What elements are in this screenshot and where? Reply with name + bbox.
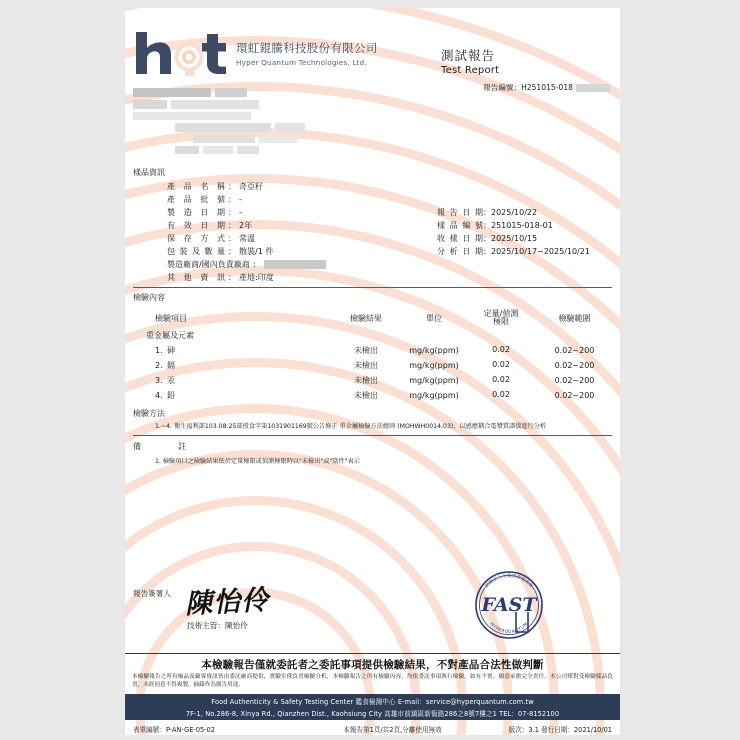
manufacturer-redaction xyxy=(264,260,326,269)
col-unit: 單位 xyxy=(426,313,442,323)
table-row xyxy=(133,358,612,373)
results-heading: 檢驗內容 xyxy=(133,293,165,302)
row-limit: 0.02 xyxy=(492,360,510,370)
row-unit: mg/kg(ppm) xyxy=(409,346,459,355)
field-other-info: 其他資訊 ： 產地:印度 xyxy=(167,273,274,282)
row-item: 汞 xyxy=(167,376,175,385)
col-result: 檢驗結果 xyxy=(350,313,382,323)
row-item: 鉛 xyxy=(167,391,175,400)
methods-heading: 檢驗方法 xyxy=(133,409,165,418)
company-name-cn: 環虹錕騰科技股份有限公司 xyxy=(236,41,378,55)
row-number: 3. xyxy=(155,376,163,385)
row-unit: mg/kg(ppm) xyxy=(409,361,459,370)
col-limit: 定量/偵測 極限 xyxy=(483,308,519,326)
methods-text: 1.~4. 衛生福利部103.08.25部授食字第1031901169號公告修正 重金屬檢驗方法總則 (MOHWH0014.03)，以感應耦合電漿質譜儀進行分析 xyxy=(155,423,547,430)
footer-fine-print: 本檢驗報告之所有檢品及顧客資訊皆由委託廠商提供，實驗室僅負責檢驗分析，本檢驗報告之所有檢驗內容，均依委託事項執行檢驗，如有不實，願意承擔完全責任。本公司僅對受檢驗樣品負責，未經同意不得複製，摘錄作為廣告用途。 xyxy=(132,674,613,689)
results-table xyxy=(133,308,612,403)
company-logo xyxy=(133,30,378,76)
field-manufacturer: 製造廠商/國內負責廠商 ： xyxy=(167,259,326,270)
seal-bottom-text: HYPERQUANTUM xyxy=(488,621,530,636)
field-report-date-value: 2025/10/22 xyxy=(491,208,538,217)
sample-section-heading: 樣品資訊 xyxy=(133,168,165,177)
row-unit: mg/kg(ppm) xyxy=(409,376,459,385)
field-sample-number-value: 251015-018-01 xyxy=(491,221,553,230)
svg-text:HYPERQUANTUM xyxy=(489,621,530,635)
row-number: 2. xyxy=(155,361,163,370)
row-range: 0.02~200 xyxy=(554,361,595,370)
row-result: 未檢出 xyxy=(354,346,378,355)
field-storage-value: 常溫 xyxy=(239,234,255,243)
remarks-heading: 備 註 xyxy=(133,442,193,451)
remarks-text: 1. 檢驗項目之檢驗結果低於定量極限或偵測極限時以"未檢出"或"陰性"表示 xyxy=(155,458,360,465)
row-range: 0.02~200 xyxy=(554,346,595,355)
footer-headline: 本檢驗報告僅就委託者之委託事項提供檢驗結果，不對產品合法性做判斷 xyxy=(201,659,544,671)
footer-meta-row xyxy=(133,724,612,734)
field-analysis-date: 分析日期：2025/10/17~2025/10/21 xyxy=(437,247,590,256)
row-limit: 0.02 xyxy=(492,390,510,400)
col-range: 檢驗範圍 xyxy=(558,313,591,323)
seal-main-text: FAST xyxy=(481,594,537,616)
row-item: 鎘 xyxy=(167,361,175,370)
signature-label: 報告簽署人 xyxy=(133,589,171,598)
row-range: 0.02~200 xyxy=(554,376,595,385)
row-limit: 0.02 xyxy=(492,375,510,385)
version-info: 版次：3.1 發行日期：2021/10/01 xyxy=(508,726,612,734)
report-number-value: H251015-018 xyxy=(521,83,573,92)
field-storage: 保存方式 ： 常溫 xyxy=(167,234,255,243)
field-packaging-value: 散裝/1 件 xyxy=(239,247,274,256)
field-report-date: 報告日期：2025/10/22 xyxy=(437,208,538,217)
page-info: 本報告第1頁/共2頁,分離使用無效 xyxy=(343,726,442,734)
report-number xyxy=(483,82,610,93)
field-expiry-date: 有效日期 ： 2年 xyxy=(167,221,253,230)
report-title-en: Test Report xyxy=(441,65,500,76)
hqt-logo-icon xyxy=(133,30,229,76)
field-receipt-date-value: 2025/10/15 xyxy=(491,234,538,243)
row-item: 砷 xyxy=(167,346,175,355)
row-range: 0.02~200 xyxy=(554,391,595,400)
field-product-name-value: 奇亞籽 xyxy=(239,182,263,191)
row-result: 未檢出 xyxy=(354,376,378,385)
field-product-name: 產品名稱 ： 奇亞籽 xyxy=(167,182,263,191)
row-number: 4. xyxy=(155,391,163,400)
col-item: 檢驗項目 xyxy=(155,313,187,323)
footer-contact-line-2: 7F-1, No.286-8, Xinya Rd., Qianzhen Dist., Kaohsiung City 高雄市前鎮區新衙路286之8號7樓之1 TEL：07-8152100 xyxy=(185,710,560,718)
company-name-en: Hyper Quantum Technologies, Ltd. xyxy=(236,58,367,67)
results-table-header xyxy=(133,308,612,328)
row-limit: 0.02 xyxy=(492,345,510,355)
field-expiry-date-value: 2年 xyxy=(239,221,253,230)
field-other-info-value: 產地:印度 xyxy=(239,273,274,282)
field-manufacture-date: 製造日期 ： - xyxy=(167,208,242,217)
table-row xyxy=(133,343,612,358)
report-number-redaction xyxy=(576,84,610,92)
field-receipt-date: 收樣日期：2025/10/15 xyxy=(437,234,538,243)
footer-contact-line-1: Food Authenticity & Safety Testing Center 鑑食檢測中心 E-mail：service@hyperquantum.com.tw xyxy=(211,698,534,706)
field-sample-number: 樣品編號：251015-018-01 xyxy=(437,221,553,230)
footer-contact-bar xyxy=(125,694,620,720)
divider-above-remarks xyxy=(133,435,612,436)
report-title xyxy=(441,46,499,76)
form-number: 表單編號：P-AN-GE-05-02 xyxy=(133,726,215,734)
field-lot-number: 產品批號 ： - xyxy=(167,195,242,204)
technical-supervisor: 技術主管：陳怡伶 xyxy=(187,621,248,630)
field-packaging: 包裝及數量 ： 散裝/1 件 xyxy=(167,247,274,256)
results-group-title: 重金屬及元素 xyxy=(146,331,194,340)
field-analysis-date-value: 2025/10/17~2025/10/21 xyxy=(491,247,590,256)
signature-handwriting: 陳怡伶 xyxy=(184,584,270,621)
row-number: 1. xyxy=(155,346,163,355)
table-row xyxy=(133,388,612,403)
seal-top-text: 財團法人全國認證基金會 xyxy=(484,574,534,590)
row-result: 未檢出 xyxy=(354,391,378,400)
field-lot-number-value: - xyxy=(239,195,242,204)
divider-above-results xyxy=(133,287,612,288)
table-row xyxy=(133,373,612,388)
row-unit: mg/kg(ppm) xyxy=(409,391,459,400)
report-number-label: 報告編號： xyxy=(483,83,522,92)
report-page xyxy=(125,8,620,735)
client-info-redacted xyxy=(133,88,338,158)
fast-accreditation-seal-icon xyxy=(470,568,548,646)
report-title-cn: 測試報告 xyxy=(441,48,496,63)
row-result: 未檢出 xyxy=(354,361,378,370)
svg-text:財團法人全國認證基金會 xyxy=(483,572,535,589)
footer-top-rule xyxy=(125,653,620,654)
field-manufacture-date-value: - xyxy=(239,208,242,217)
